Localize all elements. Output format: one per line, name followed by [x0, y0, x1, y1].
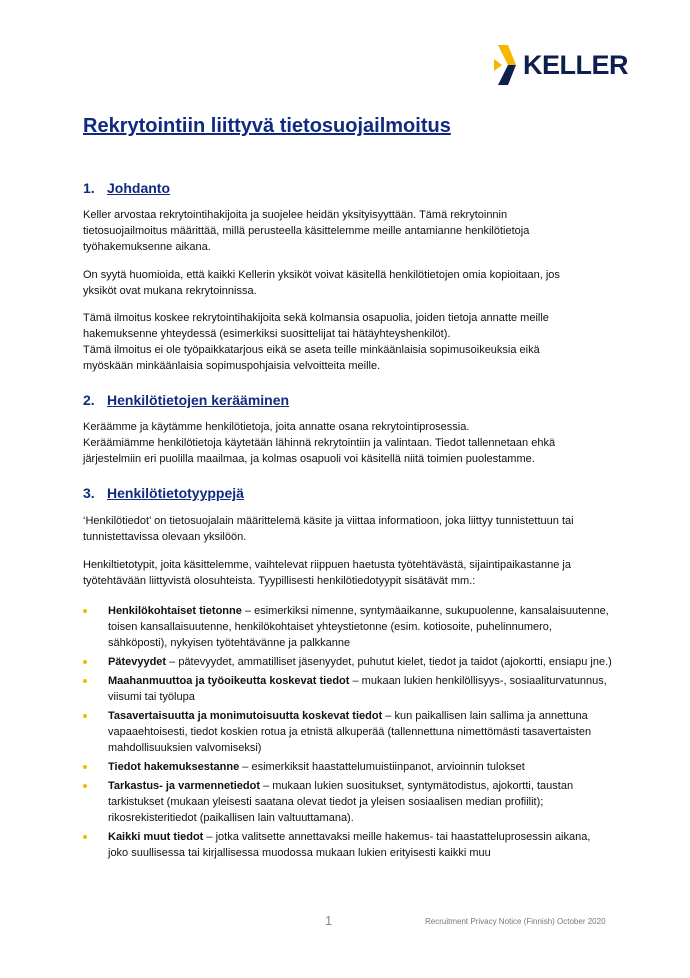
section-title: Henkilötietojen kerääminen — [107, 392, 290, 408]
bullet-icon — [83, 835, 87, 839]
paragraph-types-intro — [83, 557, 613, 589]
section-heading-tyypit — [83, 485, 244, 501]
paragraph-intro-2 — [83, 267, 613, 299]
paragraph-intro-3 — [83, 310, 613, 374]
section-title: Johdanto — [107, 180, 170, 196]
bullet-icon — [83, 765, 87, 769]
keller-chevron-logo-icon — [494, 45, 518, 85]
list-item-text: – pätevyydet, ammatilliset jäsenyydet, puhutut kielet, tiedot ja taidot (ajokortti, ensiapu jne.) — [166, 656, 612, 668]
text-line: tunnistettavissa olevaan yksilöön. — [83, 531, 247, 543]
text-line: Tämä ilmoitus koskee rekrytointihakijoita sekä kolmansia osapuolia, joiden tietoja annatte meille — [83, 312, 549, 324]
list-item-term: Maahanmuuttoa ja työoikeutta koskevat tiedot — [108, 675, 350, 687]
text-line: järjestelmiin eri puolilla maailmaa, ja kolmas osapuoli voi käsitellä niitä toimien puolestamme. — [83, 453, 535, 465]
bullet-icon — [83, 679, 87, 683]
list-item-text: – esimerkiksit haastattelumuistiinpanot, arvioinnin tulokset — [239, 761, 525, 773]
text-line: yksiköt ovat mukana rekrytoinnissa. — [83, 285, 257, 297]
section-title: Henkilötietotyyppejä — [107, 485, 244, 501]
bullet-icon — [83, 609, 87, 613]
bullet-icon — [83, 660, 87, 664]
list-item-term: Henkilökohtaiset tietonne — [108, 605, 242, 617]
text-line: On syytä huomioida, että kaikki Kellerin yksiköt voivat käsitellä henkilötietojen omia kopioitaan, jos — [83, 269, 560, 281]
text-line: Tämä ilmoitus ei ole työpaikkatarjous eikä se aseta teille minkäänlaisia sopimusoikeuksia eikä — [83, 344, 540, 356]
paragraph-collection — [83, 419, 613, 467]
list-item-term: Tiedot hakemuksestanne — [108, 761, 240, 773]
list-item — [83, 708, 613, 756]
text-line: hakemuksenne yhteydessä (esimerkiksi suosittelijat tai hätäyhteyshenkilöt). — [83, 328, 451, 340]
section-heading-keraaminen — [83, 392, 289, 408]
text-line: työtehtävään liittyvistä olosuhteista. Tyypillisesti henkilötiedotyypit sisätävät mm.: — [83, 575, 476, 587]
list-item — [83, 829, 613, 861]
list-item — [83, 603, 613, 651]
section-number: 1. — [83, 180, 95, 196]
list-item — [83, 778, 613, 826]
page-number: 1 — [325, 913, 333, 928]
list-item-text: – esimerkiksi nimenne, syntymäaikanne, sukupuolenne, kansalaisuutenne, toisen kansallaisuutenne, henkilökohtaiset yhteystietonne (esim. kotiosoite, puhelinnumero, sähköposti), nykyisen työtehtävänne ja palkkanne — [108, 605, 609, 649]
data-types-list — [83, 603, 613, 864]
list-item-term: Tasavertaisuutta ja monimutoisuutta koskevat tiedot — [108, 710, 383, 722]
text-line: Henkiltietotypit, joita käsittelemme, vaihtelevat riippuen haetusta työtehtävästä, sijaintipaikastanne ja — [83, 559, 571, 571]
text-line: Keller arvostaa rekrytointihakijoita ja suojelee heidän yksityisyyttään. Tämä rekrytoinnin — [83, 209, 508, 221]
document-title: Rekrytointiin liittyvä tietosuojailmoitus — [83, 115, 451, 137]
list-item — [83, 759, 613, 775]
section-number: 2. — [83, 392, 95, 408]
text-line: myöskään minkäänlaisia sopimuspohjaisia velvoitteita meille. — [83, 360, 381, 372]
bullet-icon — [83, 784, 87, 788]
paragraph-intro-1 — [83, 207, 613, 255]
list-item-text: – mukaan lukien suositukset, syntymätodistus, ajokortti, taustan tarkistukset (mukaan yleisesti saatana olevat tiedot ja yleisen sosiaalisen median profiilit); rikosrekisteritiedot (paikallisen lain valtuuttamana). — [108, 780, 574, 824]
bullet-icon — [83, 714, 87, 718]
footer-note: Recruitment Privacy Notice (Finnish) October 2020 — [425, 917, 606, 926]
list-item — [83, 673, 613, 705]
list-item-term: Tarkastus- ja varmennetiedot — [108, 780, 261, 792]
list-item-text: – jotka valitsette annettavaksi meille hakemus- tai haastatteluprosessin aikana, joko suullisessa tai kirjallisessa muodossa mukaan lukien erityisesti kaikki muu — [108, 831, 591, 859]
logo-text: KELLER — [523, 49, 628, 80]
section-number: 3. — [83, 485, 95, 501]
list-item — [83, 654, 613, 670]
section-heading-johdanto — [83, 180, 170, 196]
text-line: työhakemuksenne aikana. — [83, 241, 211, 253]
text-line: tietosuojailmoitus määrittää, millä perusteella käsittelemme meille antamianne henkilötietoja — [83, 225, 530, 237]
paragraph-definition — [83, 513, 613, 545]
list-item-text: – mukaan lukien henkilöllisyys-, sosiaaliturvatunnus, viisumi tai työlupa — [108, 675, 607, 703]
text-line: Keräämiämme henkilötietoja käytetään lähinnä rekrytointiin ja valintaan. Tiedot tallennetaan ehkä — [83, 437, 556, 449]
text-line: Keräämme ja käytämme henkilötietoja, joita annatte osana rekrytointiprosessia. — [83, 421, 470, 433]
list-item-term: Pätevyydet — [108, 656, 167, 668]
list-item-text: – kun paikallisen lain sallima ja annettuna vapaaehtoisesti, tiedot koskien rotua ja etnistä alkuperää (tallennettuna nimettömästi tasavertaisten mahdollisuuksien valvomiseksi) — [108, 710, 592, 754]
text-line: ‘Henkilötiedot’ on tietosuojalain määrittelemä käsite ja viittaa informatioon, joka liittyy tunnistettuun tai — [83, 515, 574, 527]
list-item-term: Kaikki muut tiedot — [108, 831, 204, 843]
keller-logo — [494, 44, 628, 86]
